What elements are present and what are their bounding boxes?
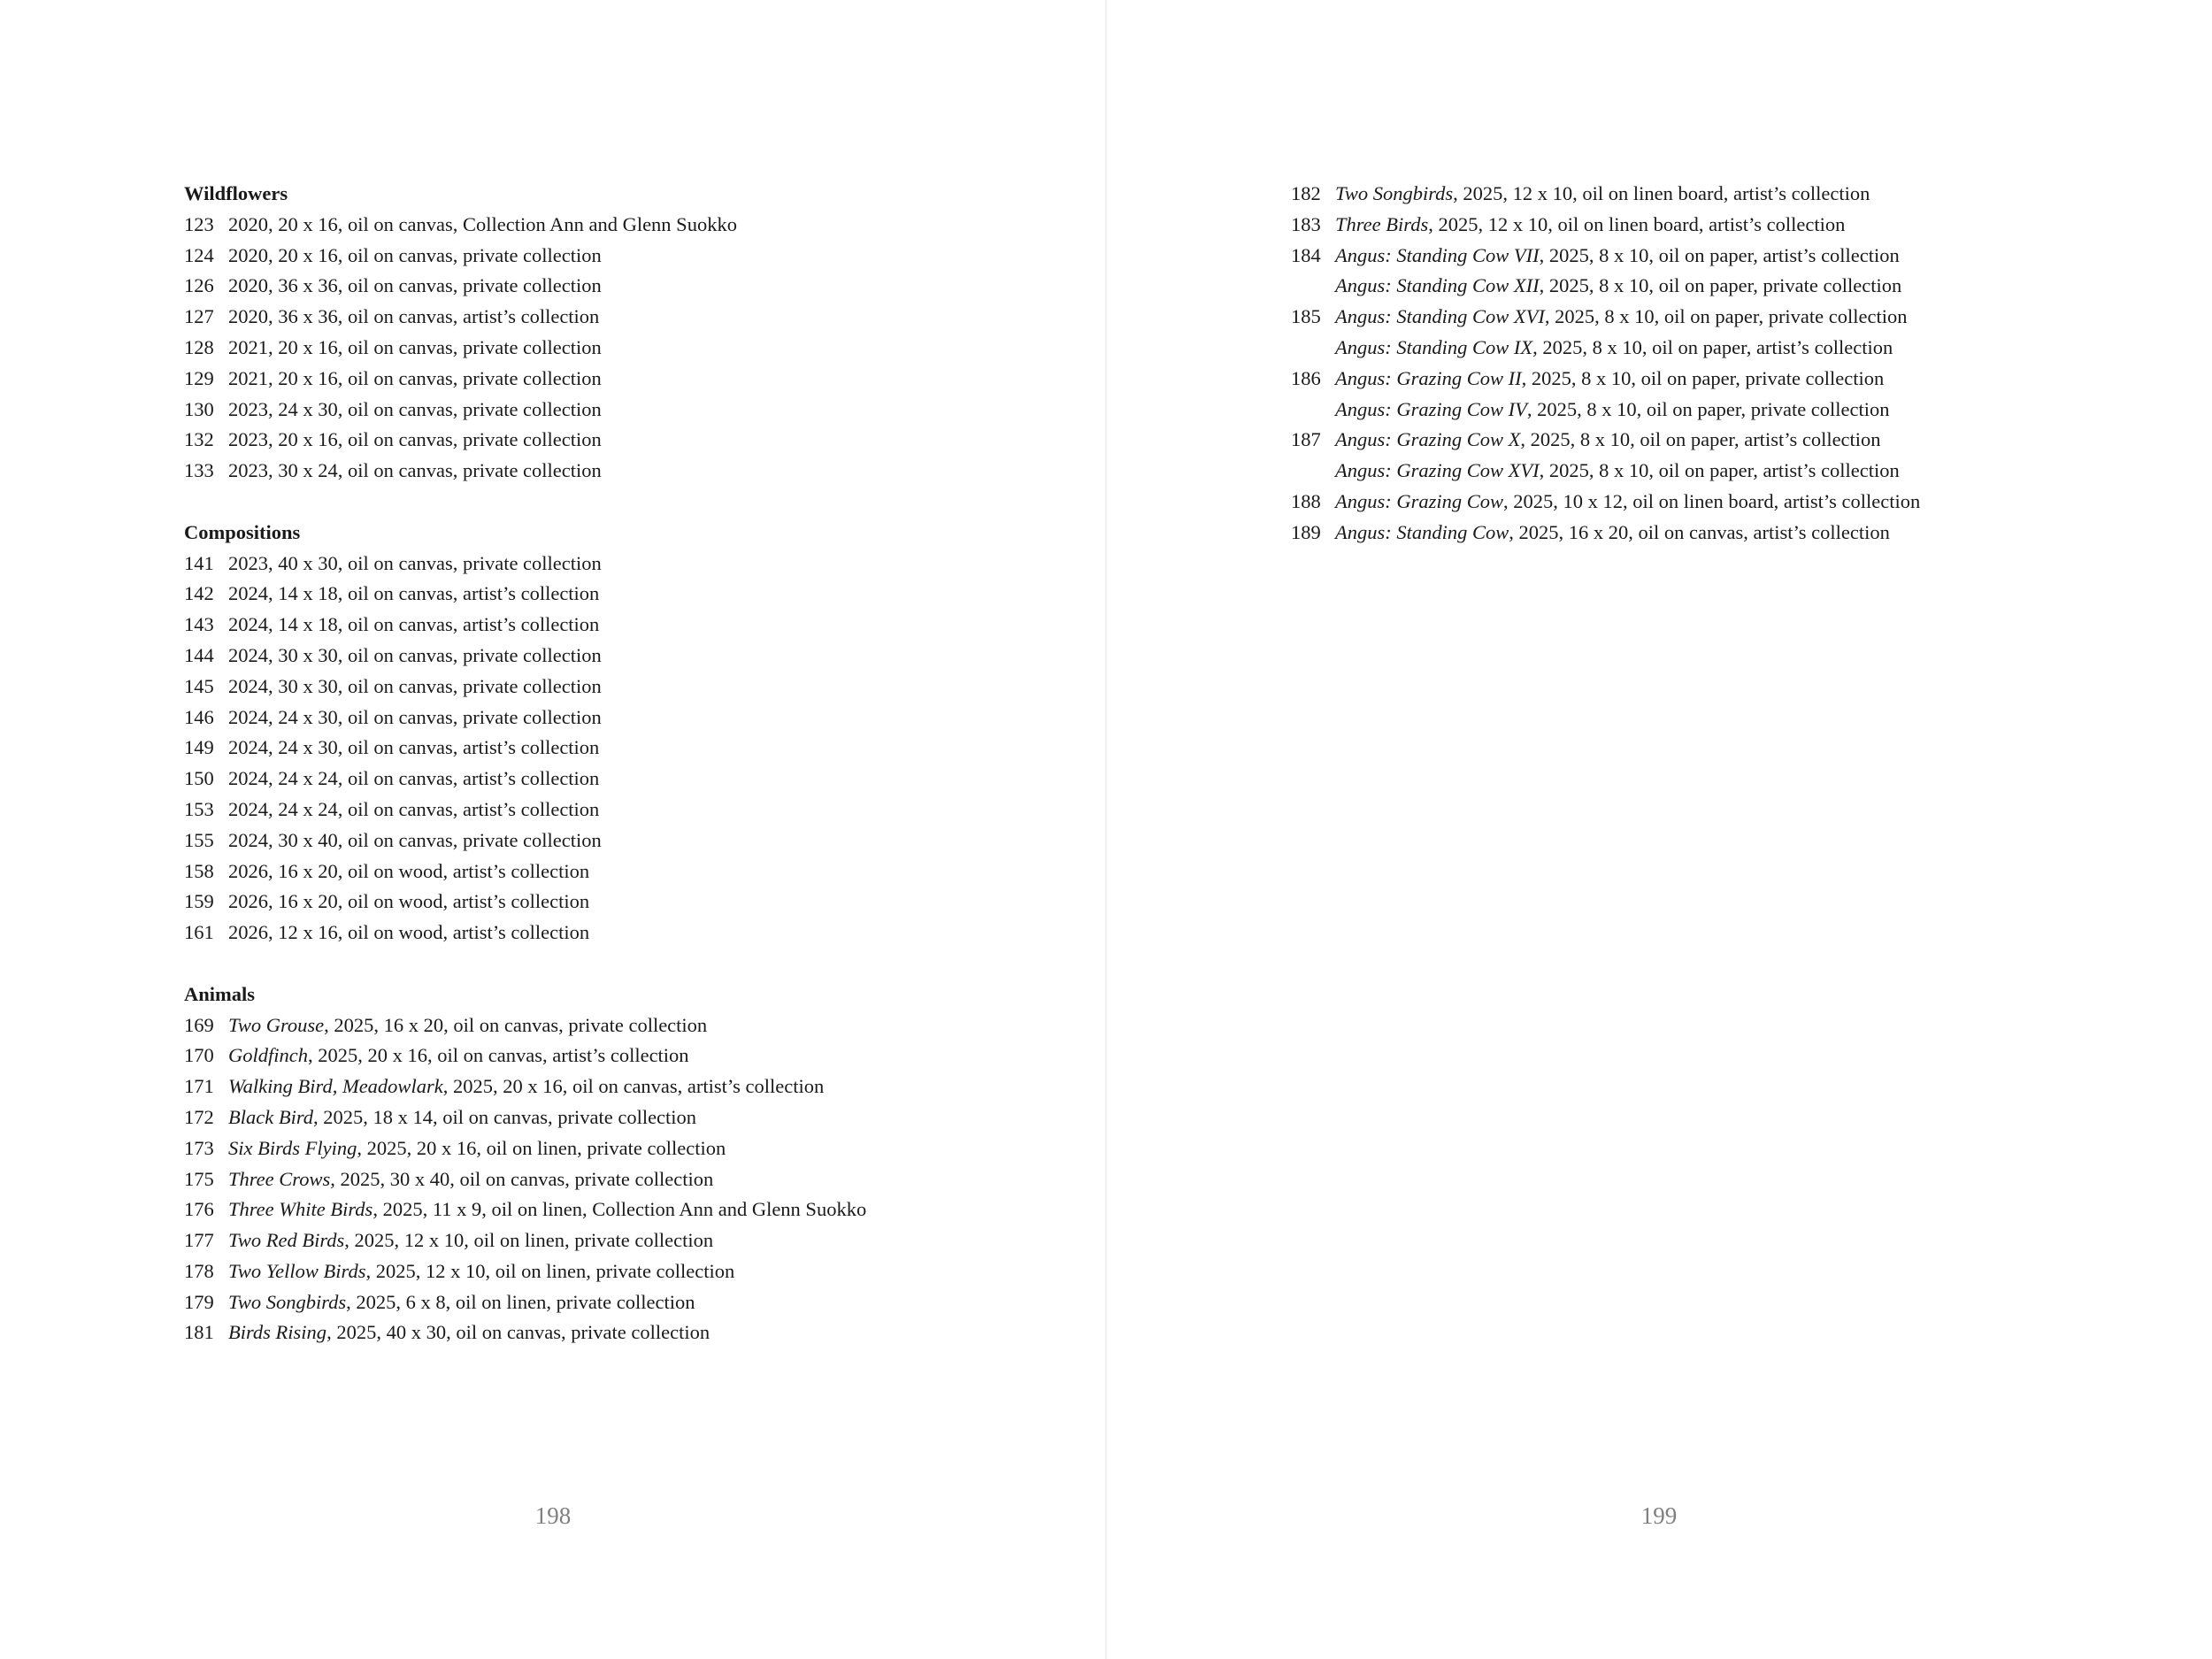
plate-number: 127	[184, 305, 214, 328]
catalog-entry	[184, 826, 866, 856]
artwork-details: , 2025, 11 x 9, oil on linen, Collection Ann and Glenn Suokko	[373, 1198, 867, 1221]
entry-text	[228, 1102, 696, 1133]
artwork-details: 2020, 20 x 16, oil on canvas, private collection	[228, 243, 602, 266]
catalog-entry	[184, 395, 866, 426]
entry-text	[228, 456, 602, 487]
entry-text	[228, 764, 599, 795]
artwork-title: Two Red Birds	[228, 1229, 345, 1252]
entry-text	[228, 887, 589, 918]
artwork-details: 2021, 20 x 16, oil on canvas, private collection	[228, 335, 602, 358]
artwork-details: , 2025, 40 x 30, oil on canvas, private collection	[326, 1321, 710, 1344]
artwork-details: 2021, 20 x 16, oil on canvas, private collection	[228, 366, 602, 389]
artwork-details: 2023, 40 x 30, oil on canvas, private collection	[228, 551, 602, 574]
entry-text	[228, 302, 599, 333]
plate-number: 150	[184, 767, 214, 790]
artwork-title: Two Yellow Birds	[228, 1259, 366, 1282]
section-heading: Wildflowers	[184, 182, 288, 204]
entry-text	[228, 795, 599, 826]
page-number-left: 198	[534, 1502, 572, 1529]
artwork-details: , 2025, 20 x 16, oil on canvas, artist’s collection	[442, 1075, 825, 1098]
catalog-entry	[184, 425, 866, 456]
artwork-details: 2020, 36 x 36, oil on canvas, artist’s collection	[228, 305, 600, 328]
catalog-entry	[184, 241, 866, 272]
plate-number: 185	[1291, 305, 1321, 328]
artwork-details: , 2025, 12 x 10, oil on linen board, artist’s collection	[1428, 212, 1846, 235]
artwork-title: Angus: Grazing Cow XVI	[1335, 459, 1540, 482]
artwork-title: Angus: Standing Cow XVI	[1335, 305, 1545, 328]
plate-number: 143	[184, 613, 214, 636]
artwork-details: , 2025, 8 x 10, oil on paper, private collection	[1539, 274, 1902, 297]
catalog-entry	[184, 1225, 866, 1256]
artwork-details: , 2025, 12 x 10, oil on linen board, artist’s collection	[1453, 182, 1870, 204]
artwork-details: , 2025, 8 x 10, oil on paper, artist’s collection	[1532, 335, 1893, 358]
catalog-entry	[184, 271, 866, 302]
catalog-entry	[184, 733, 866, 764]
artwork-details: , 2025, 30 x 40, oil on canvas, private collection	[330, 1167, 714, 1190]
plate-number: 189	[1291, 520, 1321, 543]
plate-number: 132	[184, 428, 214, 451]
catalog-entry	[184, 795, 866, 826]
right-page-list	[1291, 179, 1920, 549]
artwork-details: , 2025, 20 x 16, oil on linen, private collection	[357, 1136, 726, 1159]
artwork-details: 2024, 30 x 30, oil on canvas, private collection	[228, 674, 602, 697]
plate-number: 141	[184, 551, 214, 574]
entry-text	[228, 579, 599, 610]
plate-number: 178	[184, 1259, 214, 1282]
artwork-details: 2024, 14 x 18, oil on canvas, artist’s collection	[228, 613, 600, 636]
catalog-entry	[184, 703, 866, 733]
plate-number: 144	[184, 643, 214, 666]
artwork-details: 2026, 16 x 20, oil on wood, artist’s collection	[228, 890, 590, 913]
artwork-details: 2024, 14 x 18, oil on canvas, artist’s collection	[228, 582, 600, 605]
entry-text	[228, 1194, 866, 1225]
plate-number: 186	[1291, 366, 1321, 389]
artwork-details: 2024, 30 x 30, oil on canvas, private collection	[228, 643, 602, 666]
catalog-entry	[1291, 241, 1920, 272]
entry-text	[228, 271, 602, 302]
artwork-details: , 2025, 8 x 10, oil on paper, artist’s collection	[1539, 459, 1900, 482]
artwork-details: , 2025, 8 x 10, oil on paper, private collection	[1526, 397, 1890, 420]
artwork-details: 2026, 12 x 16, oil on wood, artist’s collection	[228, 921, 590, 944]
plate-number: 158	[184, 859, 214, 882]
catalog-entry	[1291, 333, 1920, 364]
catalog-entry	[1291, 456, 1920, 487]
plate-number: 153	[184, 797, 214, 820]
catalog-entry	[1291, 425, 1920, 456]
artwork-title: Six Birds Flying	[228, 1136, 357, 1159]
entry-text	[228, 1256, 734, 1287]
catalog-entry	[1291, 271, 1920, 302]
left-page-list	[184, 179, 866, 1379]
entry-text	[1335, 179, 1870, 210]
plate-number	[1291, 271, 1335, 302]
plate-number: 188	[1291, 489, 1321, 512]
catalog-entry	[184, 764, 866, 795]
entry-text	[228, 210, 737, 241]
catalog-entry	[184, 856, 866, 887]
section-heading: Animals	[184, 982, 256, 1005]
section-heading: Compositions	[184, 520, 301, 543]
entry-text	[228, 1041, 689, 1071]
plate-number: 182	[1291, 182, 1321, 204]
entry-text	[1335, 518, 1890, 549]
catalog-entry	[184, 672, 866, 703]
artwork-details: , 2025, 12 x 10, oil on linen, private collection	[365, 1259, 735, 1282]
artwork-details: 2023, 20 x 16, oil on canvas, private collection	[228, 428, 602, 451]
artwork-details: 2023, 24 x 30, oil on canvas, private collection	[228, 397, 602, 420]
entry-text	[1335, 395, 1890, 426]
catalog-entry	[184, 456, 866, 487]
artwork-details: , 2025, 10 x 12, oil on linen board, artist’s collection	[1503, 489, 1921, 512]
catalog-entry	[184, 302, 866, 333]
catalog-entry	[184, 1071, 866, 1102]
plate-number: 183	[1291, 212, 1321, 235]
catalog-entry	[184, 1256, 866, 1287]
artwork-details: 2024, 24 x 30, oil on canvas, artist’s collection	[228, 736, 600, 759]
entry-text	[228, 1010, 707, 1041]
artwork-title: Two Grouse	[228, 1013, 325, 1036]
catalog-entry	[1291, 179, 1920, 210]
plate-number: 171	[184, 1075, 214, 1098]
catalog-entry	[184, 610, 866, 641]
catalog-entry	[184, 1164, 866, 1195]
plate-number: 184	[1291, 243, 1321, 266]
plate-number	[1291, 395, 1335, 426]
entry-text	[228, 672, 602, 703]
catalog-entry	[184, 1194, 866, 1225]
entry-text	[228, 1071, 824, 1102]
catalog-entry	[184, 918, 866, 949]
entry-text	[1335, 487, 1920, 518]
artwork-title: Two Songbirds	[1335, 182, 1454, 204]
artwork-details: , 2025, 8 x 10, oil on paper, private collection	[1521, 366, 1885, 389]
catalog-entry	[184, 1041, 866, 1071]
plate-number: 181	[184, 1321, 214, 1344]
artwork-title: Goldfinch	[228, 1044, 308, 1067]
artwork-title: Angus: Grazing Cow	[1335, 489, 1504, 512]
plate-number: 176	[184, 1198, 214, 1221]
artwork-title: Three White Birds	[228, 1198, 373, 1221]
entry-text	[228, 1133, 726, 1164]
entry-text	[228, 549, 602, 580]
plate-number	[1291, 456, 1335, 487]
catalog-entry	[184, 549, 866, 580]
catalog-entry	[184, 333, 866, 364]
plate-number: 169	[184, 1013, 214, 1036]
plate-number: 130	[184, 397, 214, 420]
artwork-title: Angus: Standing Cow XII	[1335, 274, 1540, 297]
catalog-entry	[184, 364, 866, 395]
entry-text	[228, 425, 602, 456]
artwork-title: Angus: Standing Cow VII	[1335, 243, 1540, 266]
entry-text	[228, 856, 589, 887]
artwork-title: Birds Rising	[228, 1321, 327, 1344]
entry-text	[228, 1225, 713, 1256]
catalog-entry	[184, 1317, 866, 1348]
catalog-entry	[184, 579, 866, 610]
catalog-section	[184, 518, 866, 949]
plate-number: 170	[184, 1044, 214, 1067]
right-page	[1106, 0, 2212, 1659]
artwork-details: , 2025, 8 x 10, oil on paper, private collection	[1544, 305, 1908, 328]
catalog-entry	[1291, 210, 1920, 241]
plate-number: 123	[184, 212, 214, 235]
catalog-section	[184, 979, 866, 1349]
entry-text	[228, 395, 602, 426]
artwork-details: 2020, 20 x 16, oil on canvas, Collection Ann and Glenn Suokko	[228, 212, 737, 235]
catalog-entry	[1291, 487, 1920, 518]
entry-text	[228, 1287, 695, 1318]
plate-number: 124	[184, 243, 214, 266]
entry-text	[1335, 456, 1900, 487]
entry-text	[228, 918, 589, 949]
plate-number: 159	[184, 890, 214, 913]
catalog-entry	[184, 1133, 866, 1164]
catalog-entry	[184, 641, 866, 672]
artwork-title: Angus: Standing Cow	[1335, 520, 1509, 543]
entry-text	[228, 826, 602, 856]
plate-number: 161	[184, 921, 214, 944]
catalog-entry	[184, 1102, 866, 1133]
entry-text	[1335, 364, 1884, 395]
catalog-entry	[1291, 302, 1920, 333]
entry-text	[1335, 425, 1881, 456]
artwork-title: Angus: Grazing Cow X	[1335, 428, 1521, 451]
entry-text	[228, 364, 602, 395]
entry-text	[1335, 271, 1901, 302]
artwork-details: 2023, 30 x 24, oil on canvas, private collection	[228, 459, 602, 482]
artwork-details: 2020, 36 x 36, oil on canvas, private collection	[228, 274, 602, 297]
artwork-title: Black Bird	[228, 1105, 314, 1128]
artwork-details: , 2025, 20 x 16, oil on canvas, artist’s collection	[308, 1044, 689, 1067]
artwork-details: 2024, 24 x 30, oil on canvas, private collection	[228, 705, 602, 728]
plate-number: 187	[1291, 428, 1321, 451]
entry-text	[228, 1317, 710, 1348]
artwork-details: , 2025, 18 x 14, oil on canvas, private collection	[313, 1105, 697, 1128]
catalog-entry	[1291, 364, 1920, 395]
entry-text	[228, 641, 602, 672]
entry-text	[228, 241, 602, 272]
artwork-title: Two Songbirds	[228, 1290, 347, 1313]
artwork-title: Angus: Grazing Cow II	[1335, 366, 1522, 389]
artwork-title: Angus: Standing Cow IX	[1335, 335, 1533, 358]
plate-number: 126	[184, 274, 214, 297]
plate-number: 146	[184, 705, 214, 728]
catalog-entry	[184, 887, 866, 918]
catalog-entry	[184, 210, 866, 241]
artwork-details: , 2025, 8 x 10, oil on paper, artist’s collection	[1539, 243, 1900, 266]
entry-text	[1335, 210, 1845, 241]
artwork-title: Angus: Grazing Cow IV	[1335, 397, 1527, 420]
page-number-right: 199	[1640, 1502, 1678, 1529]
plate-number: 149	[184, 736, 214, 759]
catalog-entry	[184, 1010, 866, 1041]
entry-text	[228, 610, 599, 641]
catalog-entry	[1291, 518, 1920, 549]
artwork-details: 2024, 30 x 40, oil on canvas, private collection	[228, 828, 602, 851]
plate-number: 179	[184, 1290, 214, 1313]
artwork-details: 2026, 16 x 20, oil on wood, artist’s collection	[228, 859, 590, 882]
plate-number: 172	[184, 1105, 214, 1128]
artwork-details: , 2025, 8 x 10, oil on paper, artist’s collection	[1520, 428, 1881, 451]
plate-number: 175	[184, 1167, 214, 1190]
plate-number: 145	[184, 674, 214, 697]
entry-text	[228, 703, 602, 733]
plate-number: 128	[184, 335, 214, 358]
artwork-details: 2024, 24 x 24, oil on canvas, artist’s collection	[228, 797, 600, 820]
artwork-title: Three Crows	[228, 1167, 331, 1190]
entry-text	[228, 333, 602, 364]
catalog-entry	[184, 1287, 866, 1318]
entry-text	[1335, 241, 1900, 272]
catalog-entry	[1291, 395, 1920, 426]
artwork-details: , 2025, 12 x 10, oil on linen, private collection	[344, 1229, 714, 1252]
plate-number: 142	[184, 582, 214, 605]
artwork-title: Walking Bird, Meadowlark	[228, 1075, 443, 1098]
entry-text	[228, 1164, 713, 1195]
artwork-details: , 2025, 16 x 20, oil on canvas, artist’s collection	[1509, 520, 1890, 543]
plate-number: 129	[184, 366, 214, 389]
plate-number	[1291, 333, 1335, 364]
artwork-details: , 2025, 6 x 8, oil on linen, private collection	[346, 1290, 695, 1313]
plate-number: 133	[184, 459, 214, 482]
entry-text	[1335, 302, 1908, 333]
artwork-details: , 2025, 16 x 20, oil on canvas, private collection	[324, 1013, 708, 1036]
plate-number: 177	[184, 1229, 214, 1252]
catalog-section	[184, 179, 866, 487]
plate-number: 173	[184, 1136, 214, 1159]
artwork-details: 2024, 24 x 24, oil on canvas, artist’s collection	[228, 767, 600, 790]
entry-text	[228, 733, 599, 764]
plate-number: 155	[184, 828, 214, 851]
entry-text	[1335, 333, 1893, 364]
artwork-title: Three Birds	[1335, 212, 1429, 235]
